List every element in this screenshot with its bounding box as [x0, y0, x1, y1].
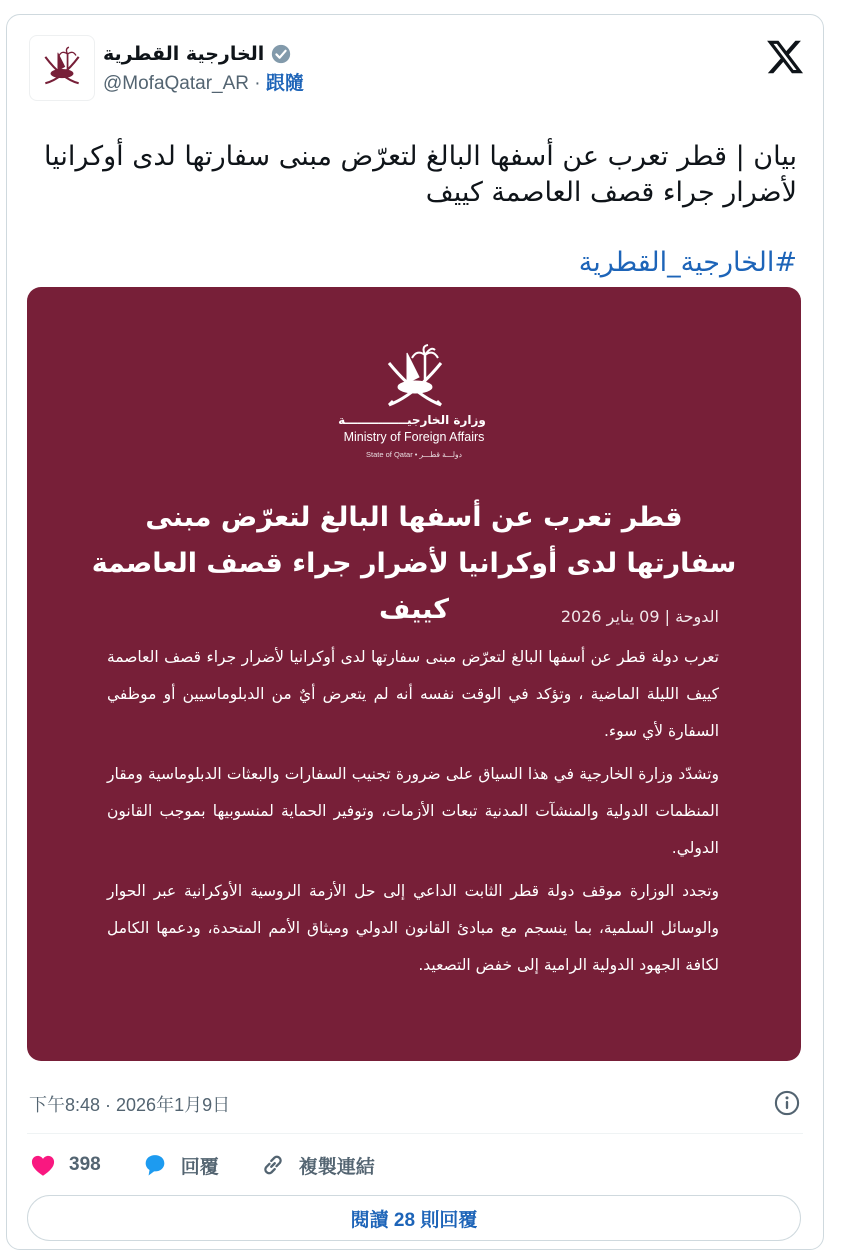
divider — [27, 1133, 803, 1134]
heart-icon — [29, 1151, 57, 1179]
user-info — [103, 39, 463, 99]
tweet-card — [6, 14, 824, 1250]
copy-link-button[interactable] — [259, 1151, 375, 1179]
display-name[interactable]: الخارجية القطرية — [103, 43, 265, 65]
qatar-emblem-icon — [37, 43, 87, 93]
ministry-name-english: Ministry of Foreign Affairs — [343, 430, 485, 444]
name-row — [103, 39, 463, 69]
tweet-timestamp[interactable]: 下午8:48 · 2026年1月9日 — [29, 1095, 231, 1115]
follow-button[interactable]: 跟隨 — [265, 73, 304, 94]
hashtag-link[interactable]: #الخارجية_القطرية — [578, 247, 797, 278]
reply-label: 回覆 — [180, 1156, 219, 1178]
ministry-name-arabic: وزارة الخارجيـــــــــــــــة — [338, 413, 486, 427]
body-paragraph: وتجدد الوزارة موقف دولة قطر الثابت الداعي إلى حل الأزمة الروسية الأوكرانية عبر الحوار والوسائل السلمية، بما ينسجم مع مبادئ القانون الدولي وميثاق الأمم المتحدة، ودعمها الكامل لكافة الجهود الدولية الرامية إلى خفض التصعيد. — [107, 882, 719, 974]
x-logo-icon[interactable] — [765, 37, 805, 77]
read-replies-button[interactable]: 閱讀 28 則回覆 — [27, 1195, 801, 1241]
user-handle[interactable]: @MofaQatar_AR — [103, 73, 250, 94]
handle-row — [103, 69, 463, 99]
image-dateline: الدوحة | 09 يناير 2026 — [560, 607, 719, 626]
avatar[interactable] — [29, 35, 95, 101]
body-paragraph: وتشدّد وزارة الخارجية في هذا السياق على ضرورة تجنيب السفارات والبعثات الدبلوماسية ومقار المنظمات الدولية والمنشآت المدنية تبعات الأزمات، وتوفير الحماية لمنسوبيها بموجب القانون الدولي. — [107, 765, 719, 857]
image-body — [107, 639, 719, 990]
media-image[interactable] — [27, 287, 801, 1061]
qatar-emblem-icon — [379, 341, 451, 413]
image-headline: قطر تعرب عن أسفها البالغ لتعرّض مبنى سفارتها لدى أوكرانيا لأضرار جراء قصف العاصمة كييف — [91, 502, 737, 625]
copy-link-label: 複製連結 — [298, 1156, 375, 1178]
body-paragraph: تعرب دولة قطر عن أسفها البالغ لتعرّض مبنى سفارتها لدى أوكرانيا لأضرار جراء قصف العاصمة كييف الليلة الماضية ، وتؤكد في الوقت نفسه أنه لم يتعرض أيٌ من الدبلوماسيين أو موظفي السفارة لأي سوء. — [107, 648, 719, 740]
verified-badge-icon — [270, 43, 292, 65]
reply-button[interactable] — [141, 1151, 219, 1179]
action-bar — [29, 1149, 375, 1181]
link-icon — [259, 1151, 287, 1179]
separator-dot: · — [254, 73, 261, 94]
reply-bubble-icon — [141, 1151, 169, 1179]
like-button[interactable] — [29, 1151, 101, 1179]
info-icon[interactable] — [773, 1089, 801, 1117]
tweet-text: بيان | قطر تعرب عن أسفها البالغ لتعرّض مبنى سفارتها لدى أوكرانيا لأضرار جراء قصف العاصمة كييف — [44, 141, 797, 208]
ministry-state-label: State of Qatar • دولـــة قطـــر — [366, 450, 462, 459]
like-count: 398 — [69, 1154, 101, 1175]
